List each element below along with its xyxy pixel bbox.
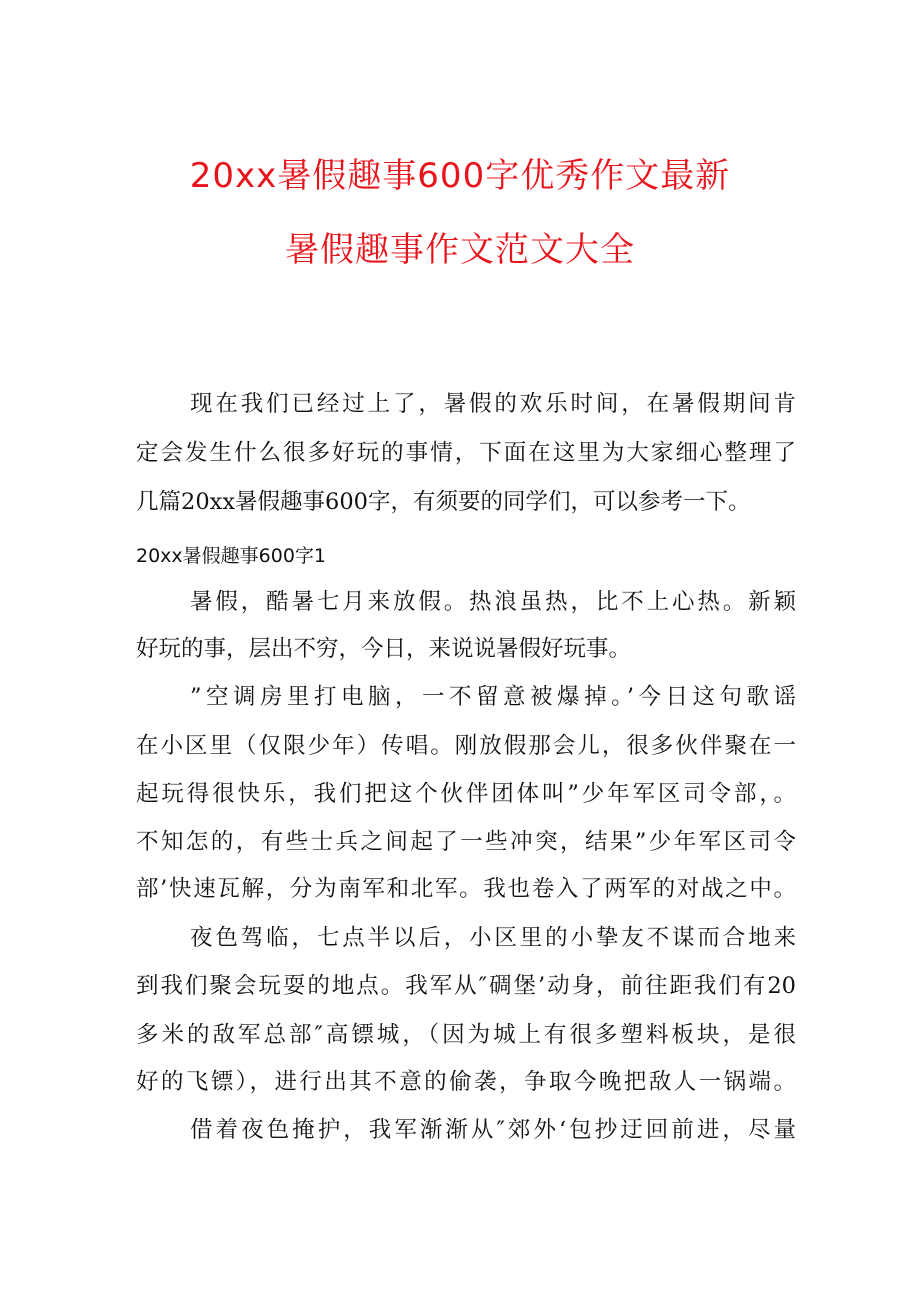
paragraph-3-line-3: 多米的敌军总部″高镖城，（因为城上有很多塑料板块，是很: [136, 1022, 796, 1048]
paragraph-2-line-5: 部’快速瓦解，分为南军和北军。我也卷入了两军的对战之中。: [136, 876, 796, 902]
intro-line-1: 现在我们已经过上了，暑假的欢乐时间，在暑假期间肯: [190, 391, 796, 417]
paragraph-2-line-3: 起玩得很快乐，我们把这个伙伴团体叫”少年军区司令部，。: [136, 781, 796, 807]
paragraph-2-line-1: ”空调房里打电脑，一不留意被爆掉。’今日这句歌谣: [190, 684, 796, 710]
intro-line-2: 定会发生什么很多好玩的事情，下面在这里为大家细心整理了: [136, 440, 796, 466]
document-title-line-2: 暑假趣事作文范文大全: [285, 230, 635, 270]
section-heading: 20xx暑假趣事600字1: [136, 545, 327, 567]
paragraph-4-line-1: 借着夜色掩护，我军渐渐从″郊外‘包抄迂回前进，尽量: [190, 1117, 796, 1143]
paragraph-2-line-4: 不知怎的，有些士兵之间起了一些冲突，结果”少年军区司令: [136, 829, 796, 855]
paragraph-3-line-4: 好的飞镖），进行出其不意的偷袭，争取今晚把敌人一锅端。: [136, 1069, 796, 1095]
intro-line-3: 几篇20xx暑假趣事600字，有须要的同学们，可以参考一下。: [136, 489, 751, 515]
paragraph-3-line-2: 到我们聚会玩耍的地点。我军从″碉堡’动身，前往距我们有20: [136, 973, 796, 999]
paragraph-1-line-2: 好玩的事，层出不穷，今日，来说说暑假好玩事。: [136, 636, 632, 662]
paragraph-3-line-1: 夜色驾临，七点半以后，小区里的小挚友不谋而合地来: [190, 925, 796, 951]
paragraph-1-line-1: 暑假，酷暑七月来放假。热浪虽热，比不上心热。新颖: [190, 589, 796, 615]
document-title-line-1: 20xx暑假趣事600字优秀作文最新: [189, 156, 731, 196]
paragraph-2-line-2: 在小区里（仅限少年）传唱。刚放假那会儿，很多伙伴聚在一: [136, 733, 796, 759]
